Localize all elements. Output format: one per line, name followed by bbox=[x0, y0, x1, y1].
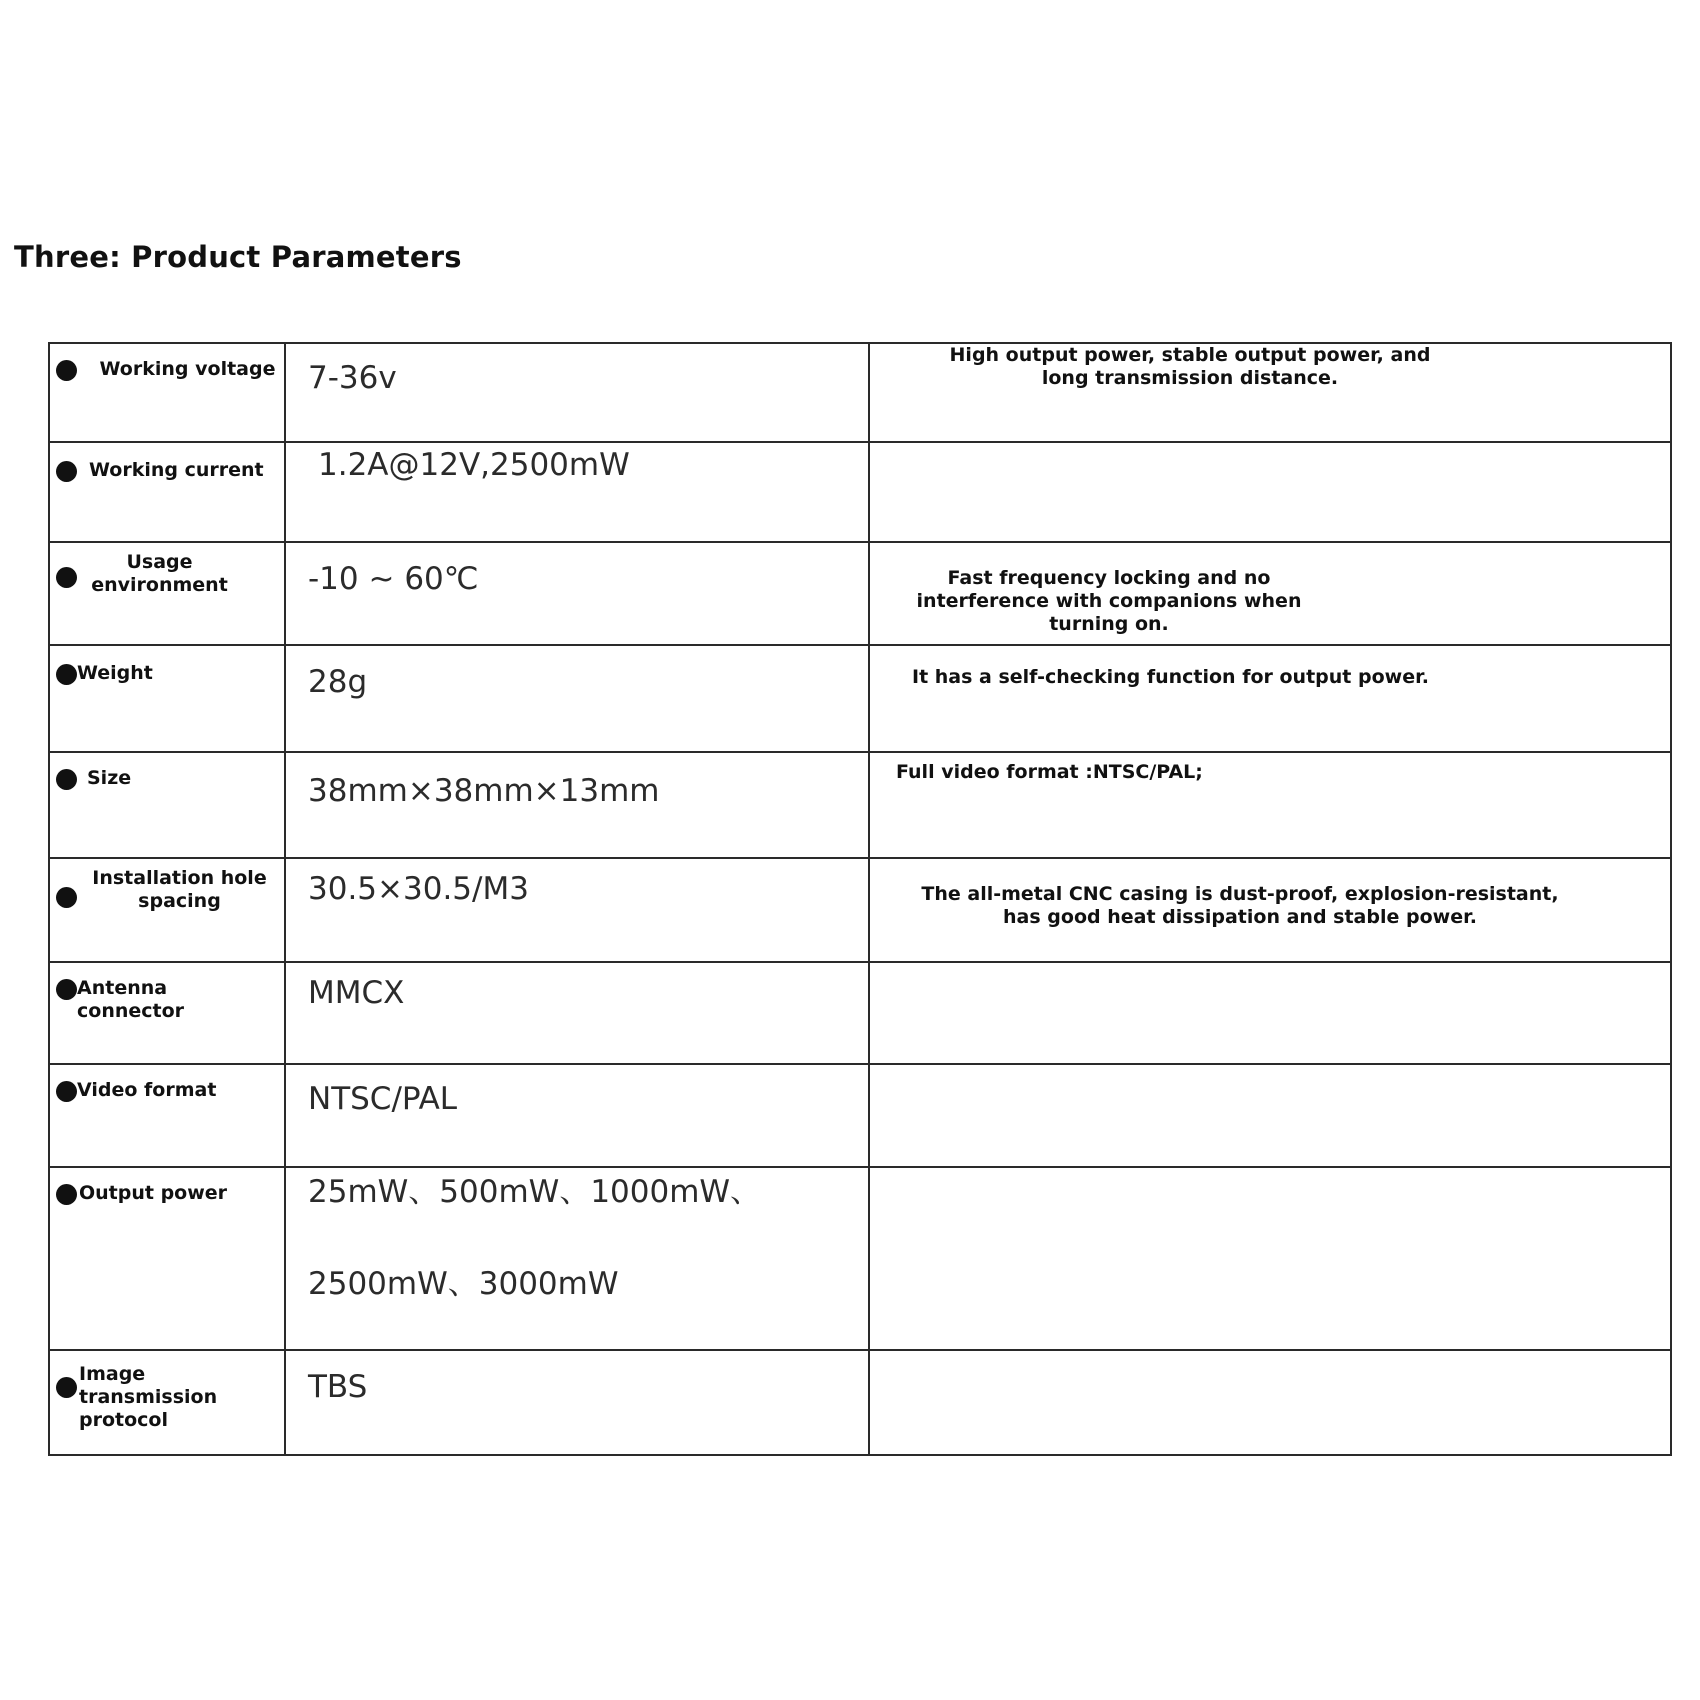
param-note-cell bbox=[869, 542, 1671, 645]
bullet-icon bbox=[56, 461, 77, 482]
bullet-icon bbox=[56, 567, 77, 588]
bullet-icon bbox=[56, 1184, 77, 1205]
param-name-cell bbox=[49, 1167, 285, 1350]
param-name: Working voltage bbox=[99, 358, 276, 380]
param-value: 28g bbox=[308, 664, 368, 700]
param-name: Antenna connector bbox=[77, 977, 185, 1022]
param-note-cell bbox=[869, 343, 1671, 442]
param-value-cell bbox=[285, 542, 869, 645]
param-name-cell bbox=[49, 542, 285, 645]
param-name: Working current bbox=[89, 459, 264, 481]
param-value: 1.2A@12V,2500mW bbox=[318, 447, 630, 483]
param-note-cell bbox=[869, 1167, 1671, 1350]
table-row bbox=[49, 1350, 1671, 1455]
param-value-cell bbox=[285, 645, 869, 752]
table-row bbox=[49, 1167, 1671, 1350]
param-value: 7-36v bbox=[308, 360, 397, 396]
param-note-cell bbox=[869, 1350, 1671, 1455]
param-value-line: 2500mW、3000mW bbox=[308, 1266, 619, 1302]
param-name-cell bbox=[49, 1064, 285, 1167]
param-name: Image transmission protocol bbox=[79, 1363, 218, 1431]
param-value: 38mm×38mm×13mm bbox=[308, 773, 660, 809]
param-note-cell bbox=[869, 858, 1671, 962]
param-value-cell bbox=[285, 1167, 869, 1350]
param-note-cell bbox=[869, 1064, 1671, 1167]
bullet-icon bbox=[56, 1377, 77, 1398]
param-name: Usage environment bbox=[91, 551, 228, 596]
param-name: Weight bbox=[77, 662, 153, 684]
param-value bbox=[286, 1146, 868, 1330]
bullet-icon bbox=[56, 664, 77, 685]
param-name: Video format bbox=[77, 1079, 217, 1101]
table-row bbox=[49, 962, 1671, 1064]
param-name: Output power bbox=[79, 1182, 228, 1204]
param-note: Fast frequency locking and no interference with companions when turning on. bbox=[916, 567, 1302, 635]
param-value: MMCX bbox=[308, 975, 405, 1011]
bullet-icon bbox=[56, 360, 77, 381]
bullet-icon bbox=[56, 769, 77, 790]
param-note: It has a self-checking function for output power. bbox=[912, 666, 1429, 688]
param-name-cell bbox=[49, 858, 285, 962]
param-name-cell bbox=[49, 442, 285, 542]
param-name: Size bbox=[87, 767, 132, 789]
param-value-line: 25mW、500mW、1000mW、 bbox=[308, 1174, 762, 1210]
param-value-cell bbox=[285, 1350, 869, 1455]
param-value-cell bbox=[285, 442, 869, 542]
param-name: Installation hole spacing bbox=[92, 867, 267, 912]
bullet-icon bbox=[56, 887, 77, 908]
param-name-cell bbox=[49, 645, 285, 752]
param-name-cell bbox=[49, 752, 285, 858]
param-note: The all-metal CNC casing is dust-proof, explosion-resistant, has good heat dissipation and stable power. bbox=[921, 883, 1559, 928]
bullet-icon bbox=[56, 1081, 77, 1102]
parameters-table bbox=[48, 342, 1672, 1456]
param-note: High output power, stable output power, and long transmission distance. bbox=[949, 344, 1431, 389]
param-name-cell bbox=[49, 343, 285, 442]
param-value-cell bbox=[285, 962, 869, 1064]
param-value: NTSC/PAL bbox=[308, 1081, 458, 1117]
param-note-cell bbox=[869, 442, 1671, 542]
param-note-cell bbox=[869, 645, 1671, 752]
table-row bbox=[49, 442, 1671, 542]
bullet-icon bbox=[56, 979, 77, 1000]
param-name-cell bbox=[49, 1350, 285, 1455]
page-title: Three: Product Parameters bbox=[14, 240, 462, 274]
param-note-cell bbox=[869, 752, 1671, 858]
table-row bbox=[49, 542, 1671, 645]
param-value: -10 ~ 60℃ bbox=[308, 561, 479, 597]
param-value: 30.5×30.5/M3 bbox=[308, 871, 529, 907]
param-value: TBS bbox=[308, 1369, 368, 1405]
param-note-cell bbox=[869, 962, 1671, 1064]
param-name-cell bbox=[49, 962, 285, 1064]
table-row bbox=[49, 645, 1671, 752]
param-note: Full video format :NTSC/PAL; bbox=[896, 761, 1203, 783]
